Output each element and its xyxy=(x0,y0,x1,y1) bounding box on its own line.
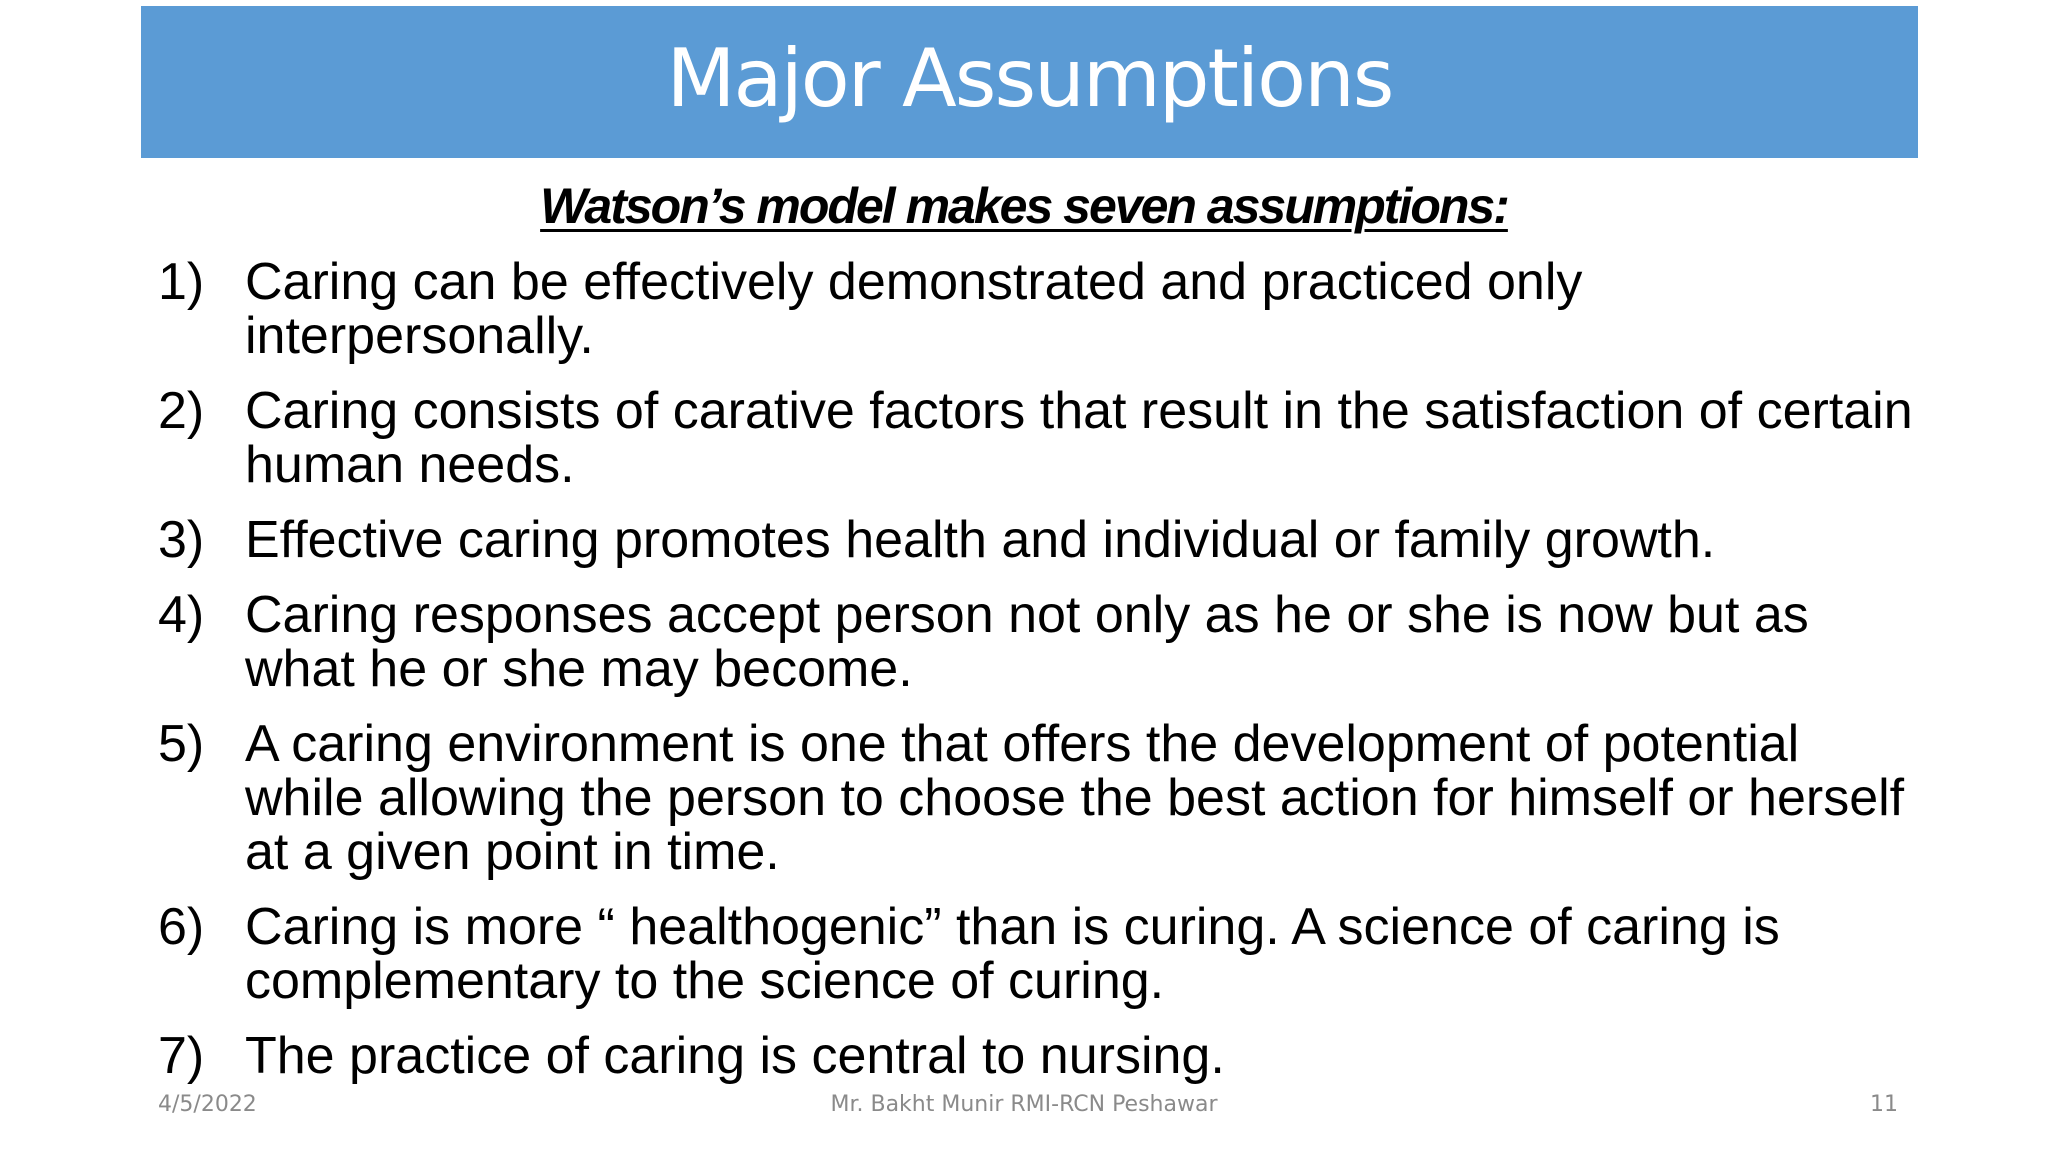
assumption-number: 4) xyxy=(158,586,205,644)
slide-subtitle: Watson’s model makes seven assumptions: xyxy=(540,178,1508,234)
assumption-text: Caring is more “ healthogenic” than is curing. A science of caring is complementary to the science of curing. xyxy=(245,898,1780,1010)
assumption-item-7 xyxy=(158,1029,1918,1083)
page-number: 11 xyxy=(1870,1092,1898,1117)
assumption-text: Caring can be effectively demonstrated and practiced only interpersonally. xyxy=(245,253,1583,365)
assumption-text: Effective caring promotes health and individual or family growth. xyxy=(245,511,1716,569)
assumption-item-2 xyxy=(158,384,1918,492)
assumption-number: 7) xyxy=(158,1027,205,1085)
assumption-list xyxy=(158,255,1918,1104)
footer-author: Mr. Bakht Munir RMI-RCN Peshawar xyxy=(830,1092,1218,1117)
assumption-item-5 xyxy=(158,717,1918,879)
title-band xyxy=(141,6,1918,158)
assumption-number: 1) xyxy=(158,253,205,311)
footer-date: 4/5/2022 xyxy=(158,1092,257,1117)
assumption-item-1 xyxy=(158,255,1918,363)
slide-title: Major Assumptions xyxy=(666,32,1393,125)
assumption-item-6 xyxy=(158,900,1918,1008)
assumption-text: A caring environment is one that offers the development of potential while allowing the person to choose the best action for himself or herself at a given point in time. xyxy=(245,715,1905,881)
assumption-text: The practice of caring is central to nursing. xyxy=(245,1027,1225,1085)
assumption-number: 2) xyxy=(158,382,205,440)
assumption-item-4 xyxy=(158,588,1918,696)
assumption-text: Caring responses accept person not only as he or she is now but as what he or she may become. xyxy=(245,586,1809,698)
assumption-number: 5) xyxy=(158,715,205,773)
assumption-item-3 xyxy=(158,513,1918,567)
assumption-number: 3) xyxy=(158,511,205,569)
assumption-text: Caring consists of carative factors that result in the satisfaction of certain human needs. xyxy=(245,382,1913,494)
assumption-number: 6) xyxy=(158,898,205,956)
